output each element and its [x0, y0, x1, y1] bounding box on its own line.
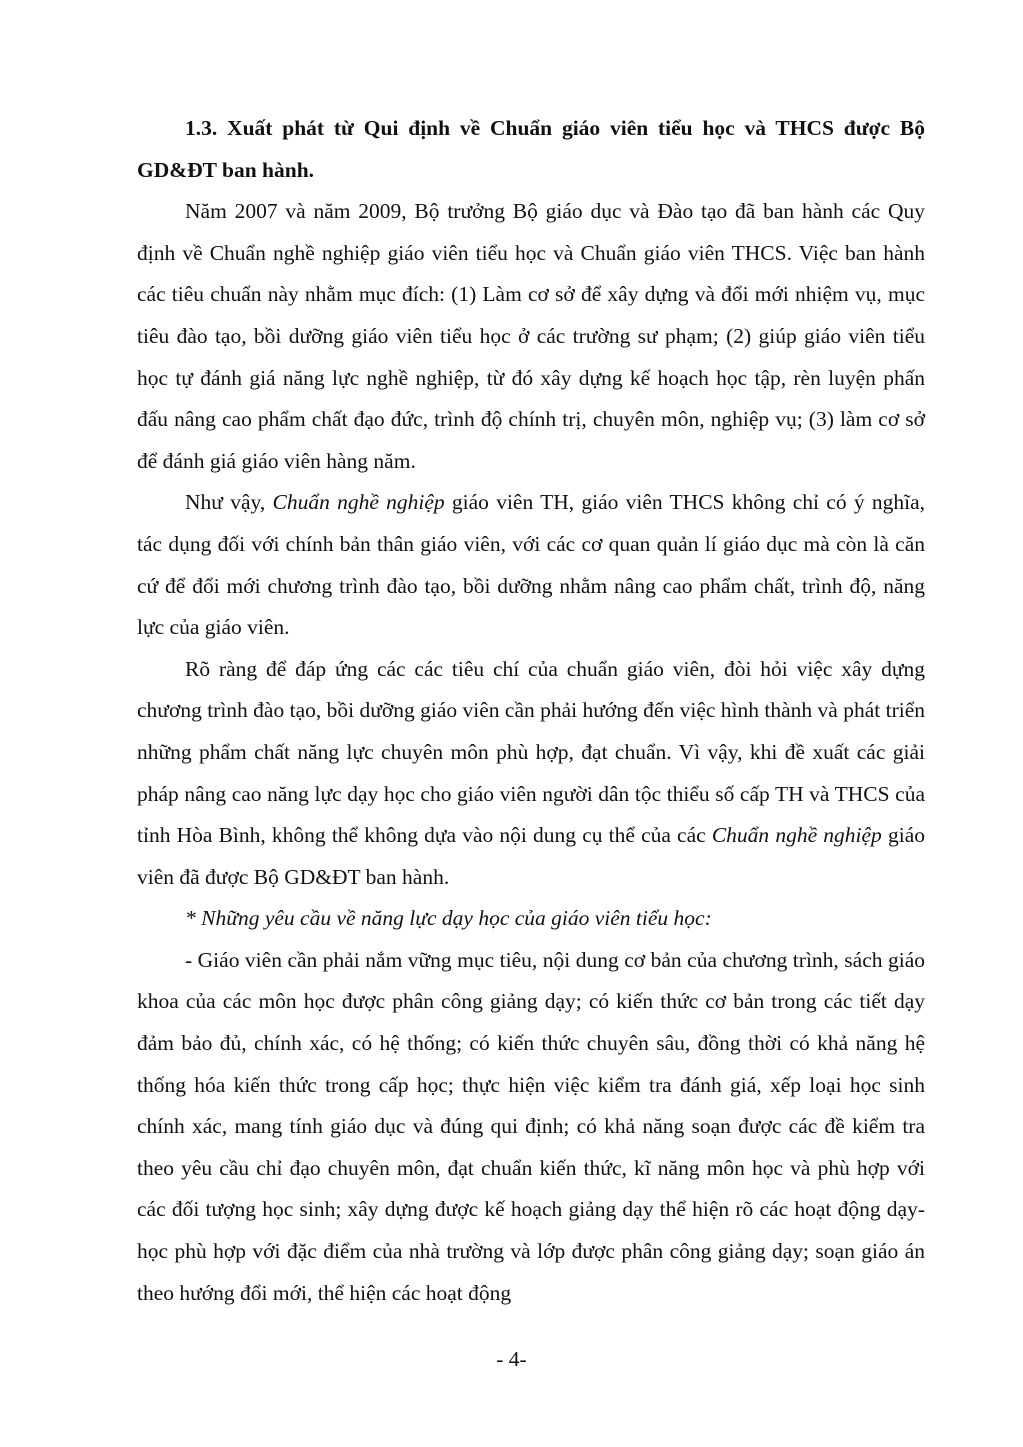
subheading-requirements: * Những yêu cầu về năng lực dạy học của giáo viên tiểu học: — [185, 906, 712, 931]
paragraph-2 — [137, 482, 925, 648]
paragraph-2-emphasis: Chuẩn nghề nghiệp — [272, 490, 445, 515]
paragraph-5 — [137, 940, 925, 1314]
paragraph-2-text-end: giáo viên TH, giáo viên THCS không chỉ có ý nghĩa, tác dụng đối với chính bản thân giáo viên, với các cơ quan quản lí giáo dục mà còn là căn cứ để đổi mới chương trình đào tạo, bồi dưỡng nhằm nâng cao phẩm chất, trình độ, năng lực của giáo viên. — [137, 490, 926, 640]
paragraph-3-emphasis: Chuẩn nghề nghiệp — [711, 823, 882, 848]
paragraph-2-text-start: Như vậy, — [185, 490, 273, 515]
paragraph-1-text: Năm 2007 và năm 2009, Bộ trưởng Bộ giáo dục và Đào tạo đã ban hành các Quy định về Chuẩn nghề nghiệp giáo viên tiểu học và Chuẩn giáo viên THCS. Việc ban hành các tiêu chuẩn này nhằm mục đích: (1) Làm cơ sở để xây dựng và đổi mới nhiệm vụ, mục tiêu đào tạo, bồi dưỡng giáo viên tiểu học ở các trường sư phạm; (2) giúp giáo viên tiểu học tự đánh giá năng lực nghề nghiệp, từ đó xây dựng kế hoạch học tập, rèn luyện phấn đấu nâng cao phẩm chất đạo đức, trình độ chính trị, chuyên môn, nghiệp vụ; (3) làm cơ sở để đánh giá giáo viên hàng năm. — [137, 199, 925, 473]
page-content — [137, 108, 925, 1314]
page-number: - 4- — [496, 1347, 527, 1371]
paragraph-3-text-end: giáo viên đã được Bộ GD&ĐT ban hành. — [137, 823, 925, 889]
section-heading: 1.3. Xuất phát từ Qui định về Chuẩn giáo viên tiểu học và THCS được Bộ GD&ĐT ban hành. — [137, 116, 925, 182]
paragraph-3 — [137, 649, 925, 899]
paragraph-1 — [137, 191, 925, 482]
paragraph-5-text: - Giáo viên cần phải nắm vững mục tiêu, nội dung cơ bản của chương trình, sách giáo khoa của các môn học được phân công giảng dạy; có kiến thức cơ bản trong các tiết dạy đảm bảo đủ, chính xác, có hệ thống; có kiến thức chuyên sâu, đồng thời có khả năng hệ thống hóa kiến thức trong cấp học; thực hiện việc kiểm tra đánh giá, xếp loại học sinh chính xác, mang tính giáo dục và đúng qui định; có khả năng soạn được các đề kiểm tra theo yêu cầu chỉ đạo chuyên môn, đạt chuẩn kiến thức, kĩ năng môn học và phù hợp với các đối tượng học sinh; xây dựng được kế hoạch giảng dạy thể hiện rõ các hoạt động dạy- học phù hợp với đặc điểm của nhà trường và lớp được phân công giảng dạy; soạn giáo án theo hướng đổi mới, thể hiện các hoạt động — [137, 947, 925, 1305]
paragraph-3-text-start: Rõ ràng để đáp ứng các các tiêu chí của chuẩn giáo viên, đòi hỏi việc xây dựng chương trình đào tạo, bồi dưỡng giáo viên cần phải hướng đến việc hình thành và phát triển những phẩm chất năng lực chuyên môn phù hợp, đạt chuẩn. Vì vậy, khi đề xuất các giải pháp nâng cao năng lực dạy học cho giáo viên người dân tộc thiểu số cấp TH và THCS của tỉnh Hòa Bình, không thể không dựa vào nội dung cụ thể của các — [137, 656, 925, 848]
